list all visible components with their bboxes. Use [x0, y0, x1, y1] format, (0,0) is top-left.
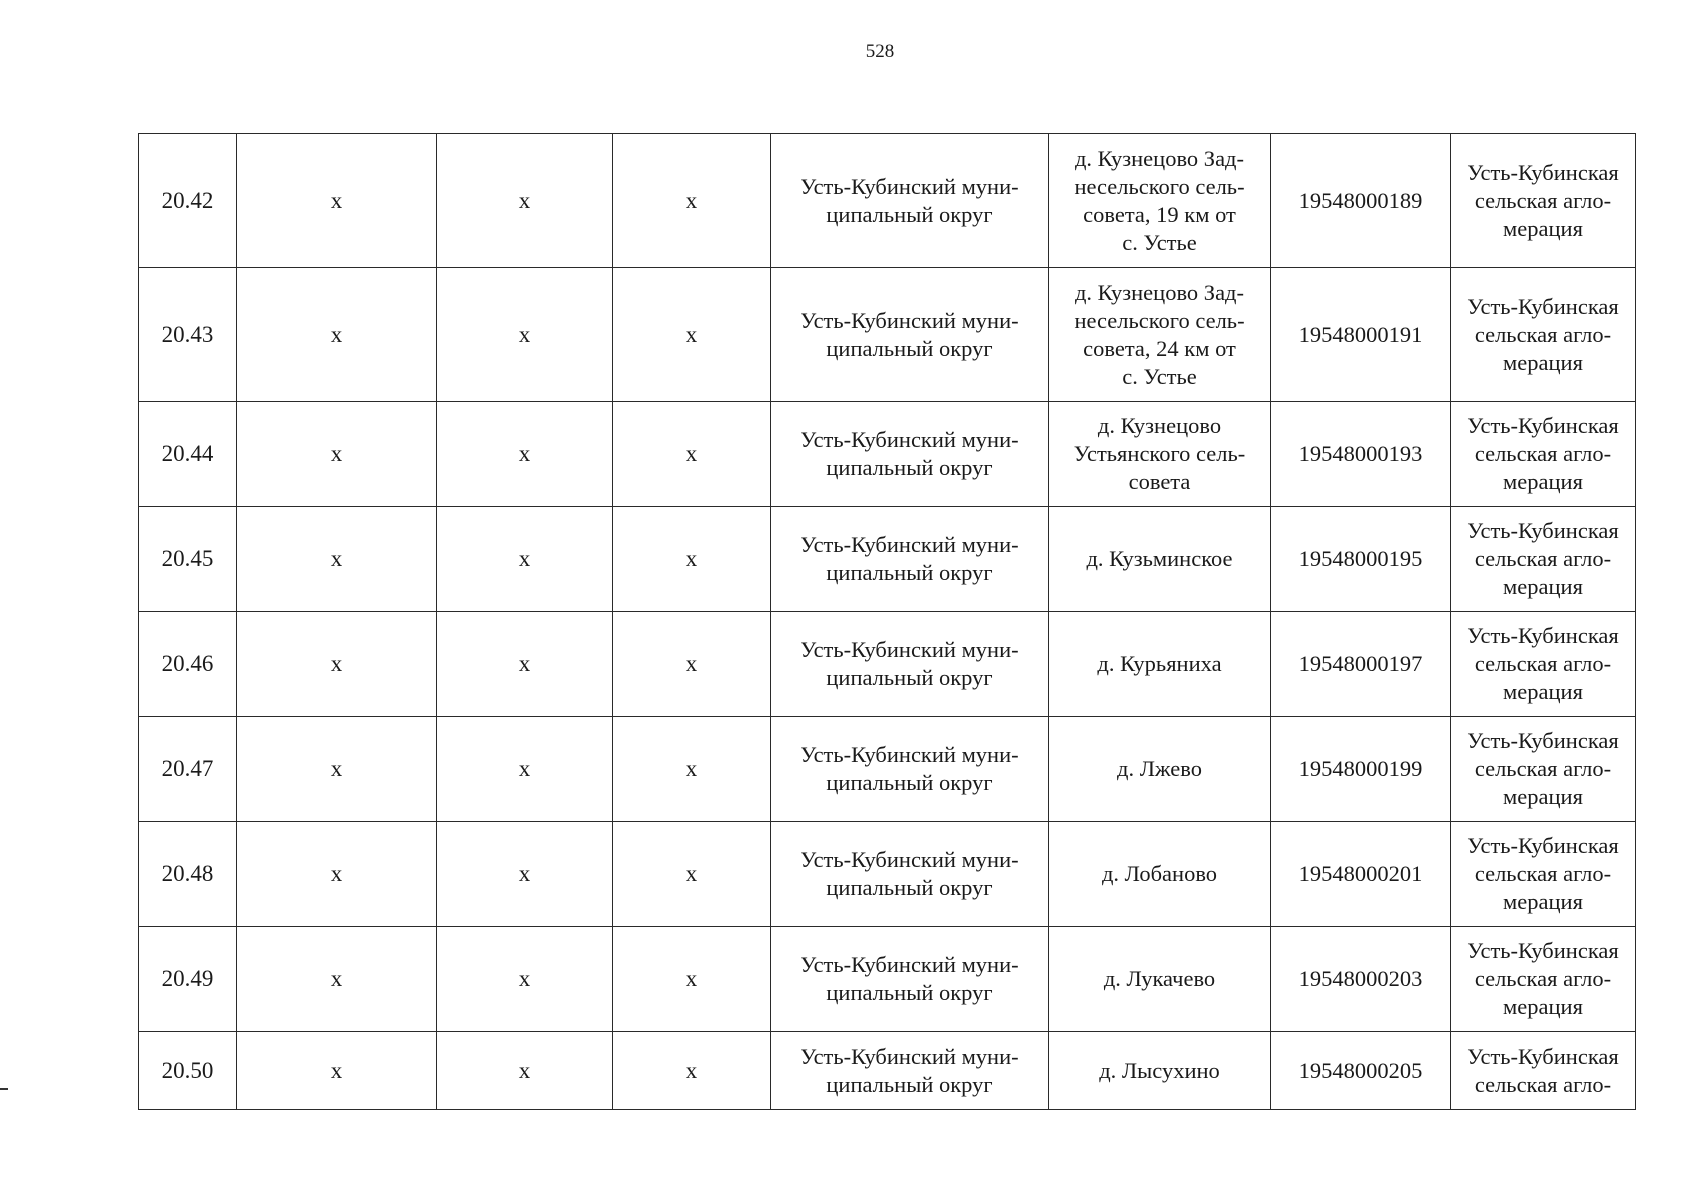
- locality-table: [138, 133, 1636, 1110]
- agglomeration-cell: Усть-Кубинская сельская агло-: [1451, 1032, 1636, 1110]
- empty-cell-marker: x: [237, 822, 437, 927]
- empty-cell-marker: x: [437, 822, 613, 927]
- district-cell: Усть-Кубинский муни- ципальный округ: [771, 134, 1049, 268]
- code-cell: 19548000189: [1271, 134, 1451, 268]
- margin-mark: [0, 1088, 8, 1090]
- empty-cell-marker: x: [237, 927, 437, 1032]
- empty-cell-marker: x: [613, 507, 771, 612]
- district-cell: Усть-Кубинский муни- ципальный округ: [771, 402, 1049, 507]
- table-row: [139, 507, 1636, 612]
- agglomeration-cell: Усть-Кубинская сельская агло- мерация: [1451, 927, 1636, 1032]
- table-row: [139, 268, 1636, 402]
- agglomeration-cell: Усть-Кубинская сельская агло- мерация: [1451, 134, 1636, 268]
- empty-cell-marker: x: [437, 612, 613, 717]
- row-number: 20.43: [139, 268, 237, 402]
- district-cell: Усть-Кубинский муни- ципальный округ: [771, 507, 1049, 612]
- empty-cell-marker: x: [613, 268, 771, 402]
- district-cell: Усть-Кубинский муни- ципальный округ: [771, 1032, 1049, 1110]
- locality-cell: д. Курьяниха: [1049, 612, 1271, 717]
- empty-cell-marker: x: [237, 1032, 437, 1110]
- row-number: 20.47: [139, 717, 237, 822]
- empty-cell-marker: x: [237, 134, 437, 268]
- empty-cell-marker: x: [237, 507, 437, 612]
- district-cell: Усть-Кубинский муни- ципальный округ: [771, 822, 1049, 927]
- code-cell: 19548000193: [1271, 402, 1451, 507]
- empty-cell-marker: x: [613, 927, 771, 1032]
- empty-cell-marker: x: [437, 134, 613, 268]
- agglomeration-cell: Усть-Кубинская сельская агло- мерация: [1451, 717, 1636, 822]
- row-number: 20.50: [139, 1032, 237, 1110]
- empty-cell-marker: x: [613, 822, 771, 927]
- code-cell: 19548000191: [1271, 268, 1451, 402]
- locality-cell: д. Лобаново: [1049, 822, 1271, 927]
- empty-cell-marker: x: [613, 134, 771, 268]
- row-number: 20.48: [139, 822, 237, 927]
- empty-cell-marker: x: [613, 612, 771, 717]
- table-row: [139, 822, 1636, 927]
- agglomeration-cell: Усть-Кубинская сельская агло- мерация: [1451, 822, 1636, 927]
- row-number: 20.49: [139, 927, 237, 1032]
- table-row: [139, 134, 1636, 268]
- locality-cell: д. Лукачево: [1049, 927, 1271, 1032]
- empty-cell-marker: x: [437, 402, 613, 507]
- locality-cell: д. Лжево: [1049, 717, 1271, 822]
- district-cell: Усть-Кубинский муни- ципальный округ: [771, 612, 1049, 717]
- empty-cell-marker: x: [437, 1032, 613, 1110]
- row-number: 20.46: [139, 612, 237, 717]
- row-number: 20.45: [139, 507, 237, 612]
- page-number: 528: [865, 41, 895, 62]
- row-number: 20.44: [139, 402, 237, 507]
- table-row: [139, 1032, 1636, 1110]
- locality-cell: д. Лысухино: [1049, 1032, 1271, 1110]
- empty-cell-marker: x: [237, 268, 437, 402]
- table-row: [139, 402, 1636, 507]
- empty-cell-marker: x: [437, 927, 613, 1032]
- empty-cell-marker: x: [237, 717, 437, 822]
- code-cell: 19548000203: [1271, 927, 1451, 1032]
- empty-cell-marker: x: [437, 268, 613, 402]
- empty-cell-marker: x: [613, 402, 771, 507]
- agglomeration-cell: Усть-Кубинская сельская агло- мерация: [1451, 268, 1636, 402]
- table-row: [139, 717, 1636, 822]
- agglomeration-cell: Усть-Кубинская сельская агло- мерация: [1451, 507, 1636, 612]
- code-cell: 19548000195: [1271, 507, 1451, 612]
- district-cell: Усть-Кубинский муни- ципальный округ: [771, 268, 1049, 402]
- empty-cell-marker: x: [437, 717, 613, 822]
- locality-cell: д. Кузнецово Устьянского сель- совета: [1049, 402, 1271, 507]
- empty-cell-marker: x: [237, 612, 437, 717]
- code-cell: 19548000199: [1271, 717, 1451, 822]
- locality-cell: д. Кузьминское: [1049, 507, 1271, 612]
- empty-cell-marker: x: [613, 717, 771, 822]
- empty-cell-marker: x: [613, 1032, 771, 1110]
- code-cell: 19548000201: [1271, 822, 1451, 927]
- agglomeration-cell: Усть-Кубинская сельская агло- мерация: [1451, 402, 1636, 507]
- district-cell: Усть-Кубинский муни- ципальный округ: [771, 717, 1049, 822]
- empty-cell-marker: x: [437, 507, 613, 612]
- table-row: [139, 927, 1636, 1032]
- locality-cell: д. Кузнецово Зад- несельского сель- совета, 19 км от с. Устье: [1049, 134, 1271, 268]
- code-cell: 19548000197: [1271, 612, 1451, 717]
- row-number: 20.42: [139, 134, 237, 268]
- table-row: [139, 612, 1636, 717]
- locality-cell: д. Кузнецово Зад- несельского сель- совета, 24 км от с. Устье: [1049, 268, 1271, 402]
- empty-cell-marker: x: [237, 402, 437, 507]
- agglomeration-cell: Усть-Кубинская сельская агло- мерация: [1451, 612, 1636, 717]
- code-cell: 19548000205: [1271, 1032, 1451, 1110]
- district-cell: Усть-Кубинский муни- ципальный округ: [771, 927, 1049, 1032]
